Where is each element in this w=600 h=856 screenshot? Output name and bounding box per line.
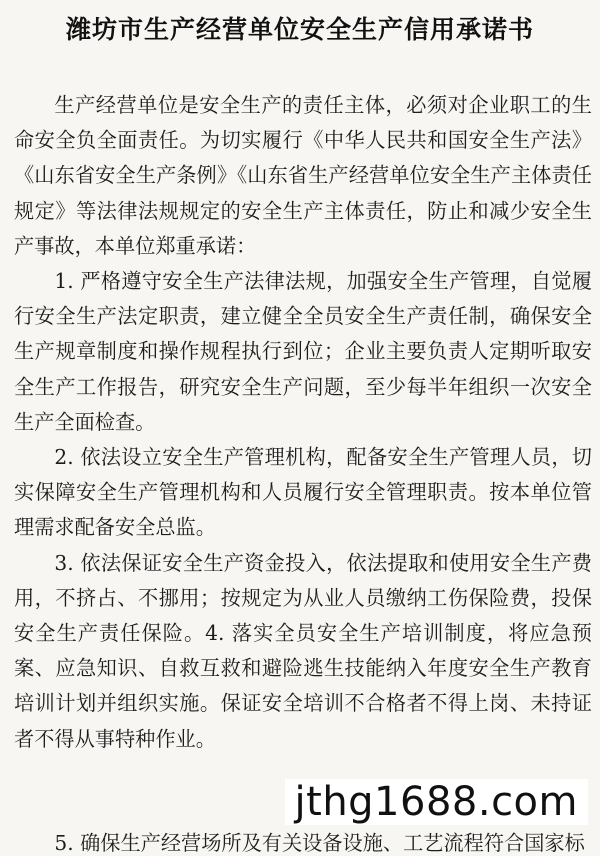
- clause-3-4-paragraph: 3. 依法保证安全生产资金投入，依法提取和使用安全生产费用，不挤占、不挪用；按规定为从业人员缴纳工伤保险费，投保安全生产责任保险。4. 落实全员安全生产培训制度，将应急预案、应急知识、自救互救和避险逃生技能纳入年度安全生产教育培训计划并组织实施。保证安全培训不合格者不得上岗、未持证者不得从事特种作业。: [14, 550, 592, 751]
- watermark-text: jthg1688.com: [285, 779, 588, 825]
- document-body: [14, 88, 592, 757]
- clause-2-paragraph: 2. 依法设立安全生产管理机构，配备安全生产管理人员，切实保障安全生产管理机构和人员履行安全管理职责。按本单位管理需求配备安全总监。: [14, 445, 592, 540]
- intro-paragraph: 生产经营单位是安全生产的责任主体，必须对企业职工的生命安全负全面责任。为切实履行《中华人民共和国安全生产法》《山东省安全生产条例》《山东省生产经营单位安全生产主体责任规定》等法律法规规定的安全生产主体责任，防止和减少安全生产事故，本单位郑重承诺：: [14, 93, 592, 258]
- document-title: 潍坊市生产经营单位安全生产信用承诺书: [65, 15, 534, 44]
- clause-1-paragraph: 1. 严格遵守安全生产法律法规，加强安全生产管理，自觉履行安全生产法定职责，建立健全全员安全生产责任制，确保安全生产规章制度和操作规程执行到位；企业主要负责人定期听取安全生产工作报告，研究安全生产问题，至少每半年组织一次安全生产全面检查。: [14, 269, 592, 434]
- clause-5-line: 5. 确保生产经营场所及有关设备设施、工艺流程符合国家标: [54, 831, 585, 855]
